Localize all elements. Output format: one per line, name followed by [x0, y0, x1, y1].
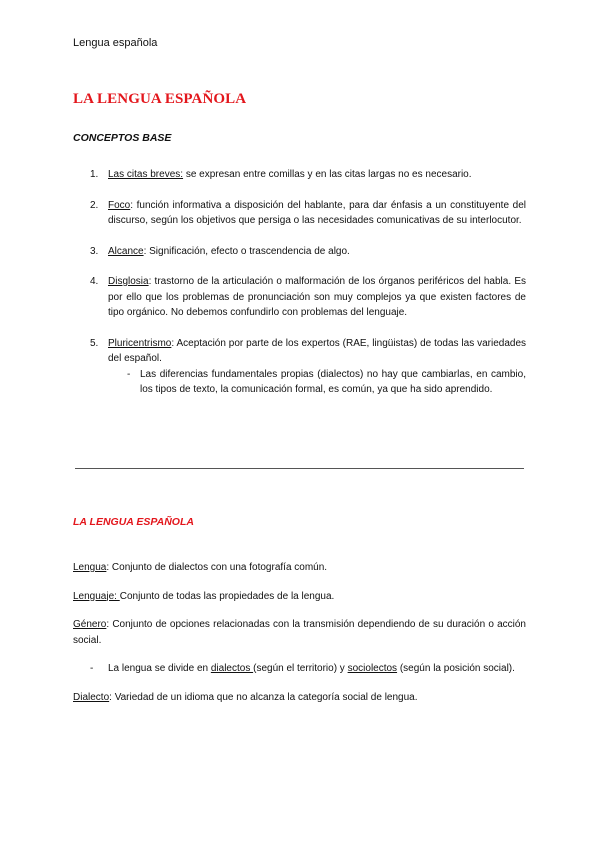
dash-bullet: -: [90, 663, 94, 674]
item-number: 5.: [90, 337, 99, 349]
item-term: Las citas breves:: [108, 169, 184, 180]
list-item: [90, 198, 526, 229]
item-text: : trastorno de la articulación o malformación de los órganos periféricos del habla. Es por ello que los problemas de pronunciación son muy complejos ya que existen factores de tipo orgánico. No debemos confundirlo con problemas del lenguaje.: [108, 276, 526, 318]
item-number: 4.: [90, 276, 99, 287]
item-term: Disglosia: [108, 276, 149, 287]
concepts-list: [90, 167, 526, 398]
item-text: : Aceptación por parte de los expertos (RAE, lingüistas) de todas las variedades del español.: [108, 337, 526, 364]
list-item: [90, 274, 526, 321]
def-text: : Conjunto de opciones relacionadas con la transmisión dependiendo de su duración o acción social.: [73, 619, 526, 646]
item-number: 1.: [90, 169, 99, 180]
list-item: [90, 336, 526, 367]
section-title: LA LENGUA ESPAÑOLA: [73, 516, 194, 528]
definition-genero: [73, 617, 526, 648]
dash-bullet: -: [127, 368, 131, 380]
def-text: : Conjunto de dialectos con una fotografía común.: [106, 562, 328, 573]
definition-lenguaje: [73, 589, 526, 605]
def-term: Género: [73, 619, 107, 630]
item-term: Alcance: [108, 245, 144, 257]
bullet-text: (según el territorio) y: [253, 663, 348, 674]
def-term: Dialecto: [73, 691, 110, 703]
term-sociolectos: sociolectos: [347, 663, 398, 674]
section-subtitle: CONCEPTOS BASE: [73, 132, 172, 144]
page-header: Lengua española: [73, 37, 158, 49]
term-dialectos: dialectos: [210, 663, 254, 674]
item-term: Foco: [108, 199, 131, 211]
list-item: [90, 167, 526, 183]
item-text: : función informativa a disposición del hablante, para dar énfasis a un constituyente del discurso, según los objetivos que persiga o las necesidades comunicativas de su interlocutor.: [108, 199, 526, 226]
definition-bullet: [73, 661, 526, 677]
bullet-text: La lengua se divide en: [108, 663, 211, 674]
def-term: Lenguaje:: [73, 590, 120, 602]
definitions: [73, 560, 526, 718]
document-title: LA LENGUA ESPAÑOLA: [73, 91, 247, 107]
bullet-text: (según la posición social).: [397, 663, 515, 674]
def-text: : Variedad de un idioma que no alcanza la categoría social de lengua.: [109, 691, 418, 703]
def-text: Conjunto de todas las propiedades de la lengua.: [119, 590, 335, 602]
definition-dialecto: [73, 690, 526, 706]
definition-lengua: [73, 560, 526, 576]
def-term: Lengua: [73, 562, 107, 573]
item-number: 2.: [90, 199, 99, 211]
sub-list-item: [90, 367, 526, 398]
horizontal-divider: [75, 468, 524, 469]
list-item: [90, 244, 526, 260]
item-text: se expresan entre comillas y en las citas largas no es necesario.: [183, 169, 472, 180]
item-number: 3.: [90, 245, 99, 257]
item-term: Pluricentrismo: [108, 337, 172, 349]
sub-item-text: Las diferencias fundamentales propias (dialectos) no hay que cambiarlas, en cambio, los tipos de texto, la comunicación formal, es común, ya que ha sido aprendido.: [140, 368, 526, 395]
item-text: : Significación, efecto o trascendencia de algo.: [143, 245, 350, 257]
